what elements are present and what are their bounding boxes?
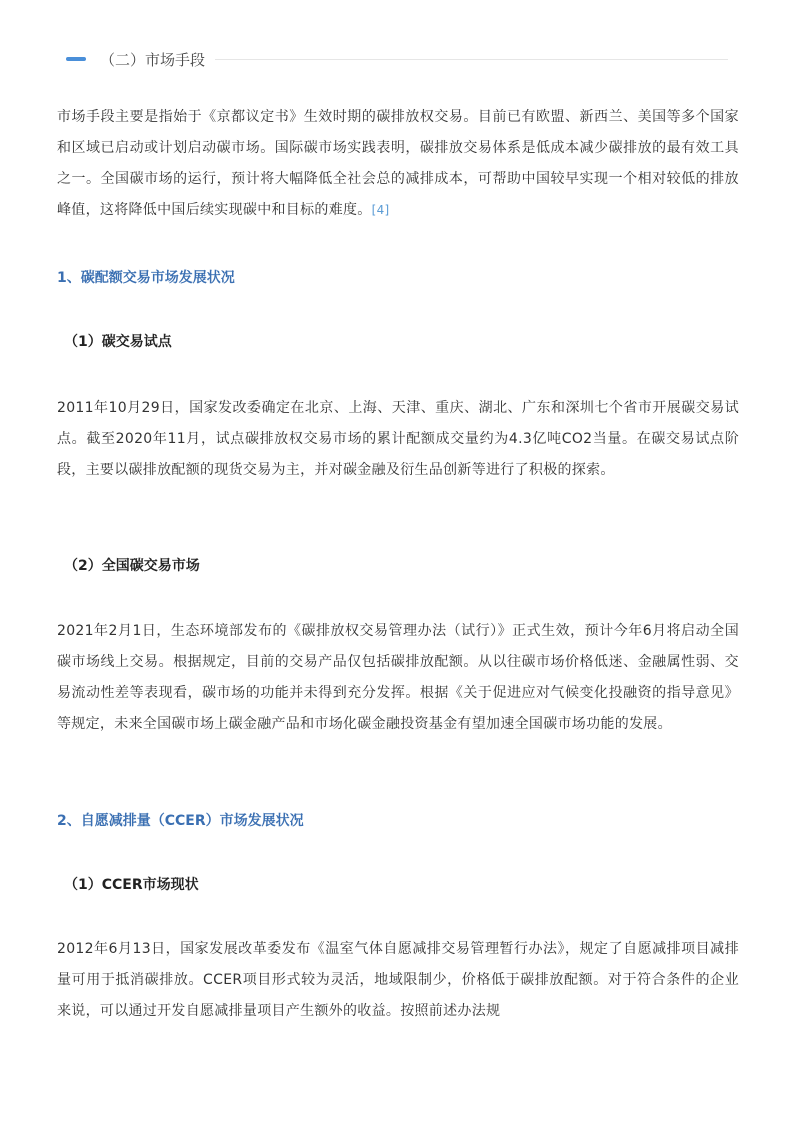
part1-sub2-heading: （2）全国碳交易市场	[64, 558, 200, 574]
part1-heading: 1、碳配额交易市场发展状况	[57, 270, 235, 286]
part2-sub1-heading: （1）CCER市场现状	[64, 877, 199, 893]
part1-sub1-heading: （1）碳交易试点	[64, 334, 172, 350]
part1-sub2-paragraph: 2021年2月1日，生态环境部发布的《碳排放权交易管理办法（试行）》正式生效，预计今年6月将启动全国碳市场线上交易。根据规定，目前的交易产品仅包括碳排放配额。从以往碳市场价格低迷、金融属性弱、交易流动性差等表现看，碳市场的功能并未得到充分发挥。根据《关于促进应对气候变化投融资的指导意见》等规定，未来全国碳市场上碳金融产品和市场化碳金融投资基金有望加速全国碳市场功能的发展。	[57, 623, 739, 732]
part1-sub1-paragraph: 2011年10月29日，国家发改委确定在北京、上海、天津、重庆、湖北、广东和深圳七个省市开展碳交易试点。截至2020年11月，试点碳排放权交易市场的累计配额成交量约为4.3亿吨CO2当量。在碳交易试点阶段，主要以碳排放配额的现货交易为主，并对碳金融及衍生品创新等进行了积极的探索。	[57, 400, 739, 478]
part2-heading: 2、自愿减排量（CCER）市场发展状况	[57, 813, 304, 829]
part2-sub1-paragraph: 2012年6月13日，国家发展改革委发布《温室气体自愿减排交易管理暂行办法》，规定了自愿减排项目减排量可用于抵消碳排放。CCER项目形式较为灵活，地域限制少，价格低于碳排放配额。对于符合条件的企业来说，可以通过开发自愿减排量项目产生额外的收益。按照前述办法规	[57, 941, 739, 1019]
intro-text: 市场手段主要是指始于《京都议定书》生效时期的碳排放权交易。目前已有欧盟、新西兰、美国等多个国家和区域已启动或计划启动碳市场。国际碳市场实践表明，碳排放交易体系是低成本减少碳排放的最有效工具之一。全国碳市场的运行，预计将大幅降低全社会总的减排成本，可帮助中国较早实现一个相对较低的排放峰值，这将降低中国后续实现碳中和目标的难度。	[57, 109, 739, 218]
section-accent-bar	[66, 57, 86, 61]
section-title: （二）市场手段	[100, 50, 206, 69]
section-divider	[215, 59, 728, 60]
intro-paragraph	[57, 102, 739, 226]
section-header	[66, 44, 728, 74]
citation-link[interactable]: [4]	[371, 203, 390, 217]
